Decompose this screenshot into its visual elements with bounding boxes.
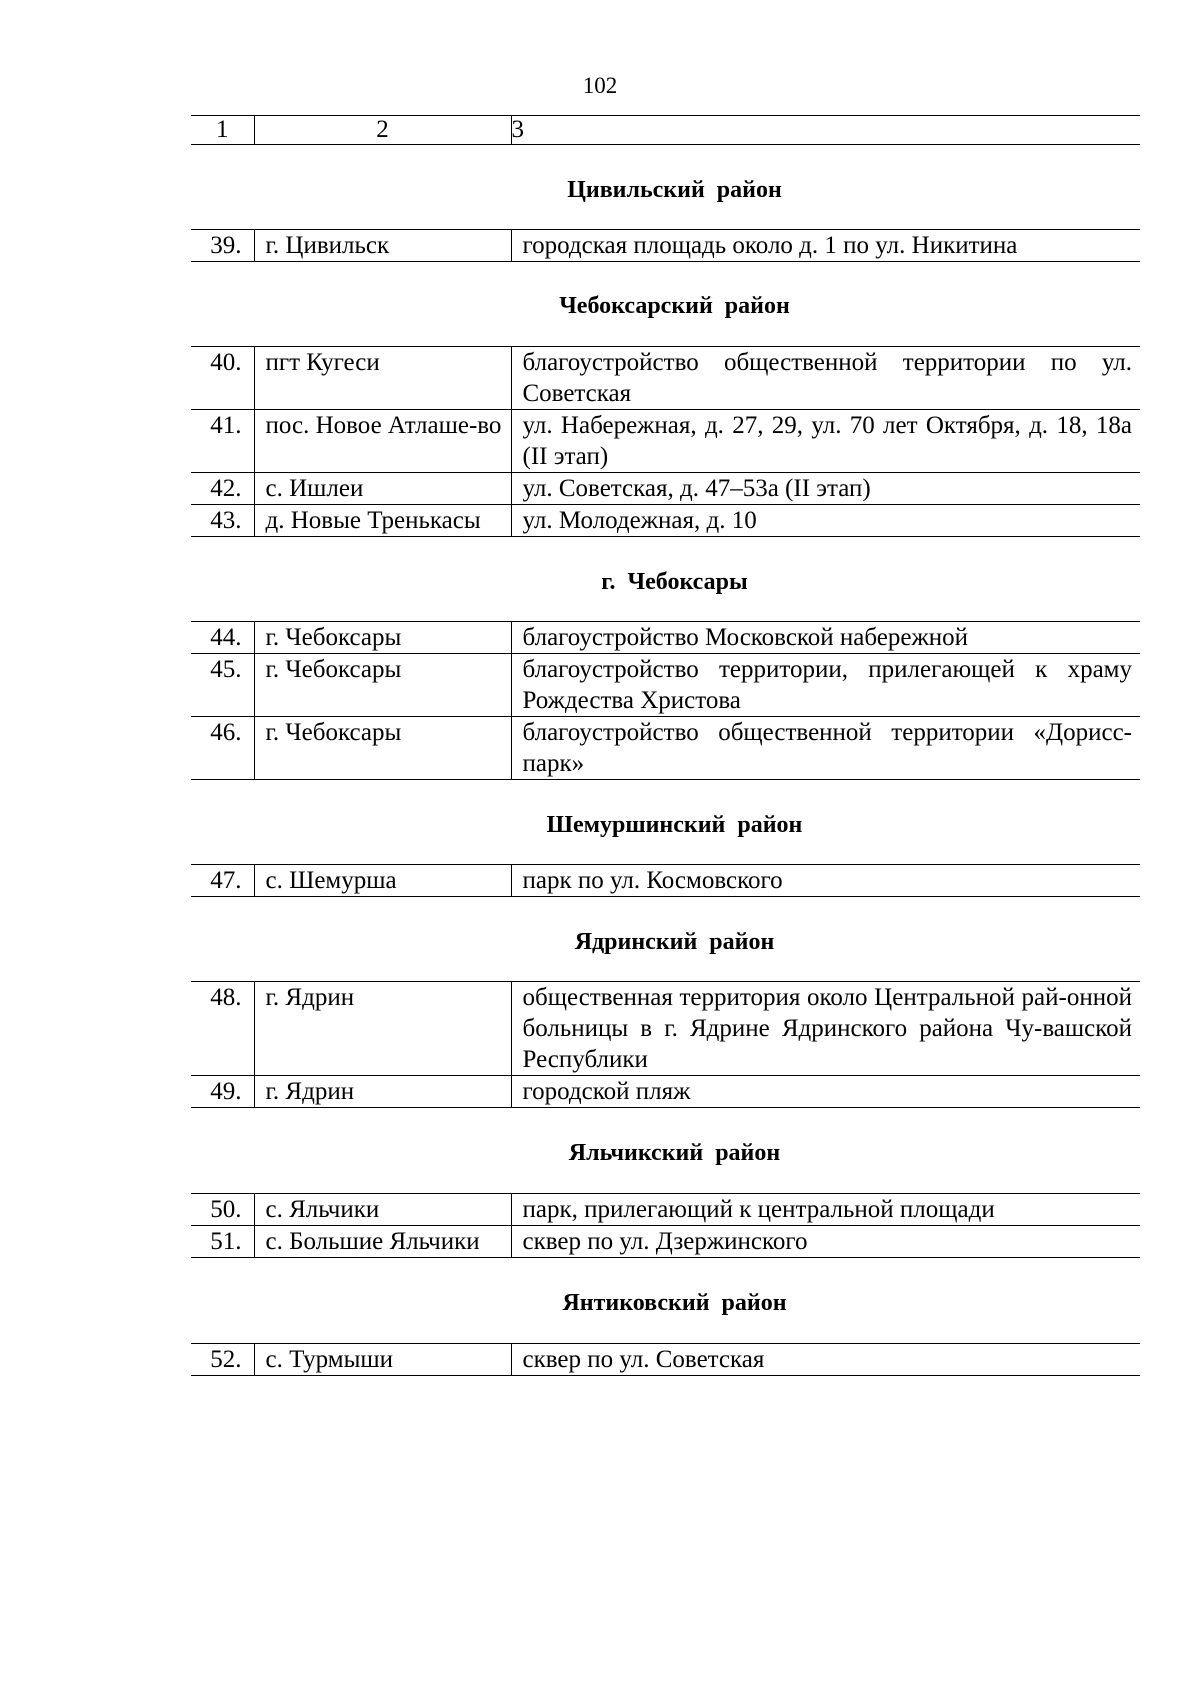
row-place: с. Большие Яльчики: [254, 1226, 511, 1258]
row-number: 43.: [191, 505, 254, 537]
table-row: [191, 1194, 1140, 1226]
row-place: с. Ишлеи: [254, 473, 511, 505]
row-place: г. Чебоксары: [254, 717, 511, 780]
row-description: благоустройство Московской набережной: [511, 622, 1140, 654]
section-title: Янтиковский район: [562, 1290, 787, 1316]
row-description: городская площадь около д. 1 по ул. Никитина: [511, 230, 1140, 262]
row-place: г. Чебоксары: [254, 622, 511, 654]
row-description: городской пляж: [511, 1076, 1140, 1108]
row-number: 48.: [191, 982, 254, 1076]
row-number: 47.: [191, 865, 254, 897]
table-row: [191, 473, 1140, 505]
row-number: 51.: [191, 1226, 254, 1258]
row-description: ул. Советская, д. 47–53а (II этап): [511, 473, 1140, 505]
row-place: с. Яльчики: [254, 1194, 511, 1226]
row-description: парк по ул. Космовского: [511, 865, 1140, 897]
section-title: Цивильский район: [567, 177, 782, 203]
column-header-3: 3: [511, 116, 1140, 145]
row-number: 39.: [191, 230, 254, 262]
table-row: [191, 505, 1140, 537]
section-table: [191, 229, 1140, 262]
row-description: сквер по ул. Советская: [511, 1344, 1140, 1376]
table-row: [191, 622, 1140, 654]
column-header-row: [191, 116, 1140, 145]
row-number: 41.: [191, 410, 254, 473]
table-row: [191, 1076, 1140, 1108]
row-number: 44.: [191, 622, 254, 654]
section-table: [191, 621, 1140, 780]
row-description: парк, прилегающий к центральной площади: [511, 1194, 1140, 1226]
row-place: г. Ядрин: [254, 982, 511, 1076]
row-description: ул. Молодежная, д. 10: [511, 505, 1140, 537]
table-row: [191, 982, 1140, 1076]
row-place: г. Ядрин: [254, 1076, 511, 1108]
table-row: [191, 865, 1140, 897]
row-description: общественная территория около Центральной рай-онной больницы в г. Ядрине Ядринского района Чу-вашской Республики: [511, 982, 1140, 1076]
column-header-2: 2: [254, 116, 511, 145]
row-place: д. Новые Тренькасы: [254, 505, 511, 537]
section-table: [191, 864, 1140, 897]
row-place: пос. Новое Атлаше-во: [254, 410, 511, 473]
section-title: Шемуршинский район: [546, 812, 803, 838]
table-row: [191, 717, 1140, 780]
document-body: [191, 115, 1140, 1376]
row-place: с. Турмыши: [254, 1344, 511, 1376]
row-number: 40.: [191, 347, 254, 410]
row-place: г. Цивильск: [254, 230, 511, 262]
column-header-1: 1: [191, 116, 254, 145]
row-number: 42.: [191, 473, 254, 505]
section-table: [191, 981, 1140, 1108]
row-place: г. Чебоксары: [254, 654, 511, 717]
section-title: Яльчикский район: [568, 1140, 781, 1166]
section-table: [191, 346, 1140, 537]
row-place: пгт Кугеси: [254, 347, 511, 410]
table-row: [191, 1226, 1140, 1258]
row-description: благоустройство общественной территории «Дорисс-парк»: [511, 717, 1140, 780]
row-number: 50.: [191, 1194, 254, 1226]
row-number: 46.: [191, 717, 254, 780]
row-description: благоустройство территории, прилегающей к храму Рождества Христова: [511, 654, 1140, 717]
page-number: 102: [582, 73, 618, 98]
table-row: [191, 230, 1140, 262]
column-header-table: [191, 115, 1140, 145]
table-row: [191, 1344, 1140, 1376]
table-row: [191, 347, 1140, 410]
section-title: Ядринский район: [574, 929, 775, 955]
row-number: 52.: [191, 1344, 254, 1376]
row-description: благоустройство общественной территории по ул. Советская: [511, 347, 1140, 410]
table-row: [191, 410, 1140, 473]
row-number: 49.: [191, 1076, 254, 1108]
section-title: Чебоксарский район: [559, 293, 790, 319]
section-title: г. Чебоксары: [601, 569, 748, 595]
table-row: [191, 654, 1140, 717]
section-table: [191, 1193, 1140, 1258]
row-number: 45.: [191, 654, 254, 717]
section-table: [191, 1343, 1140, 1376]
row-description: ул. Набережная, д. 27, 29, ул. 70 лет Октября, д. 18, 18а (II этап): [511, 410, 1140, 473]
row-description: сквер по ул. Дзержинского: [511, 1226, 1140, 1258]
row-place: с. Шемурша: [254, 865, 511, 897]
